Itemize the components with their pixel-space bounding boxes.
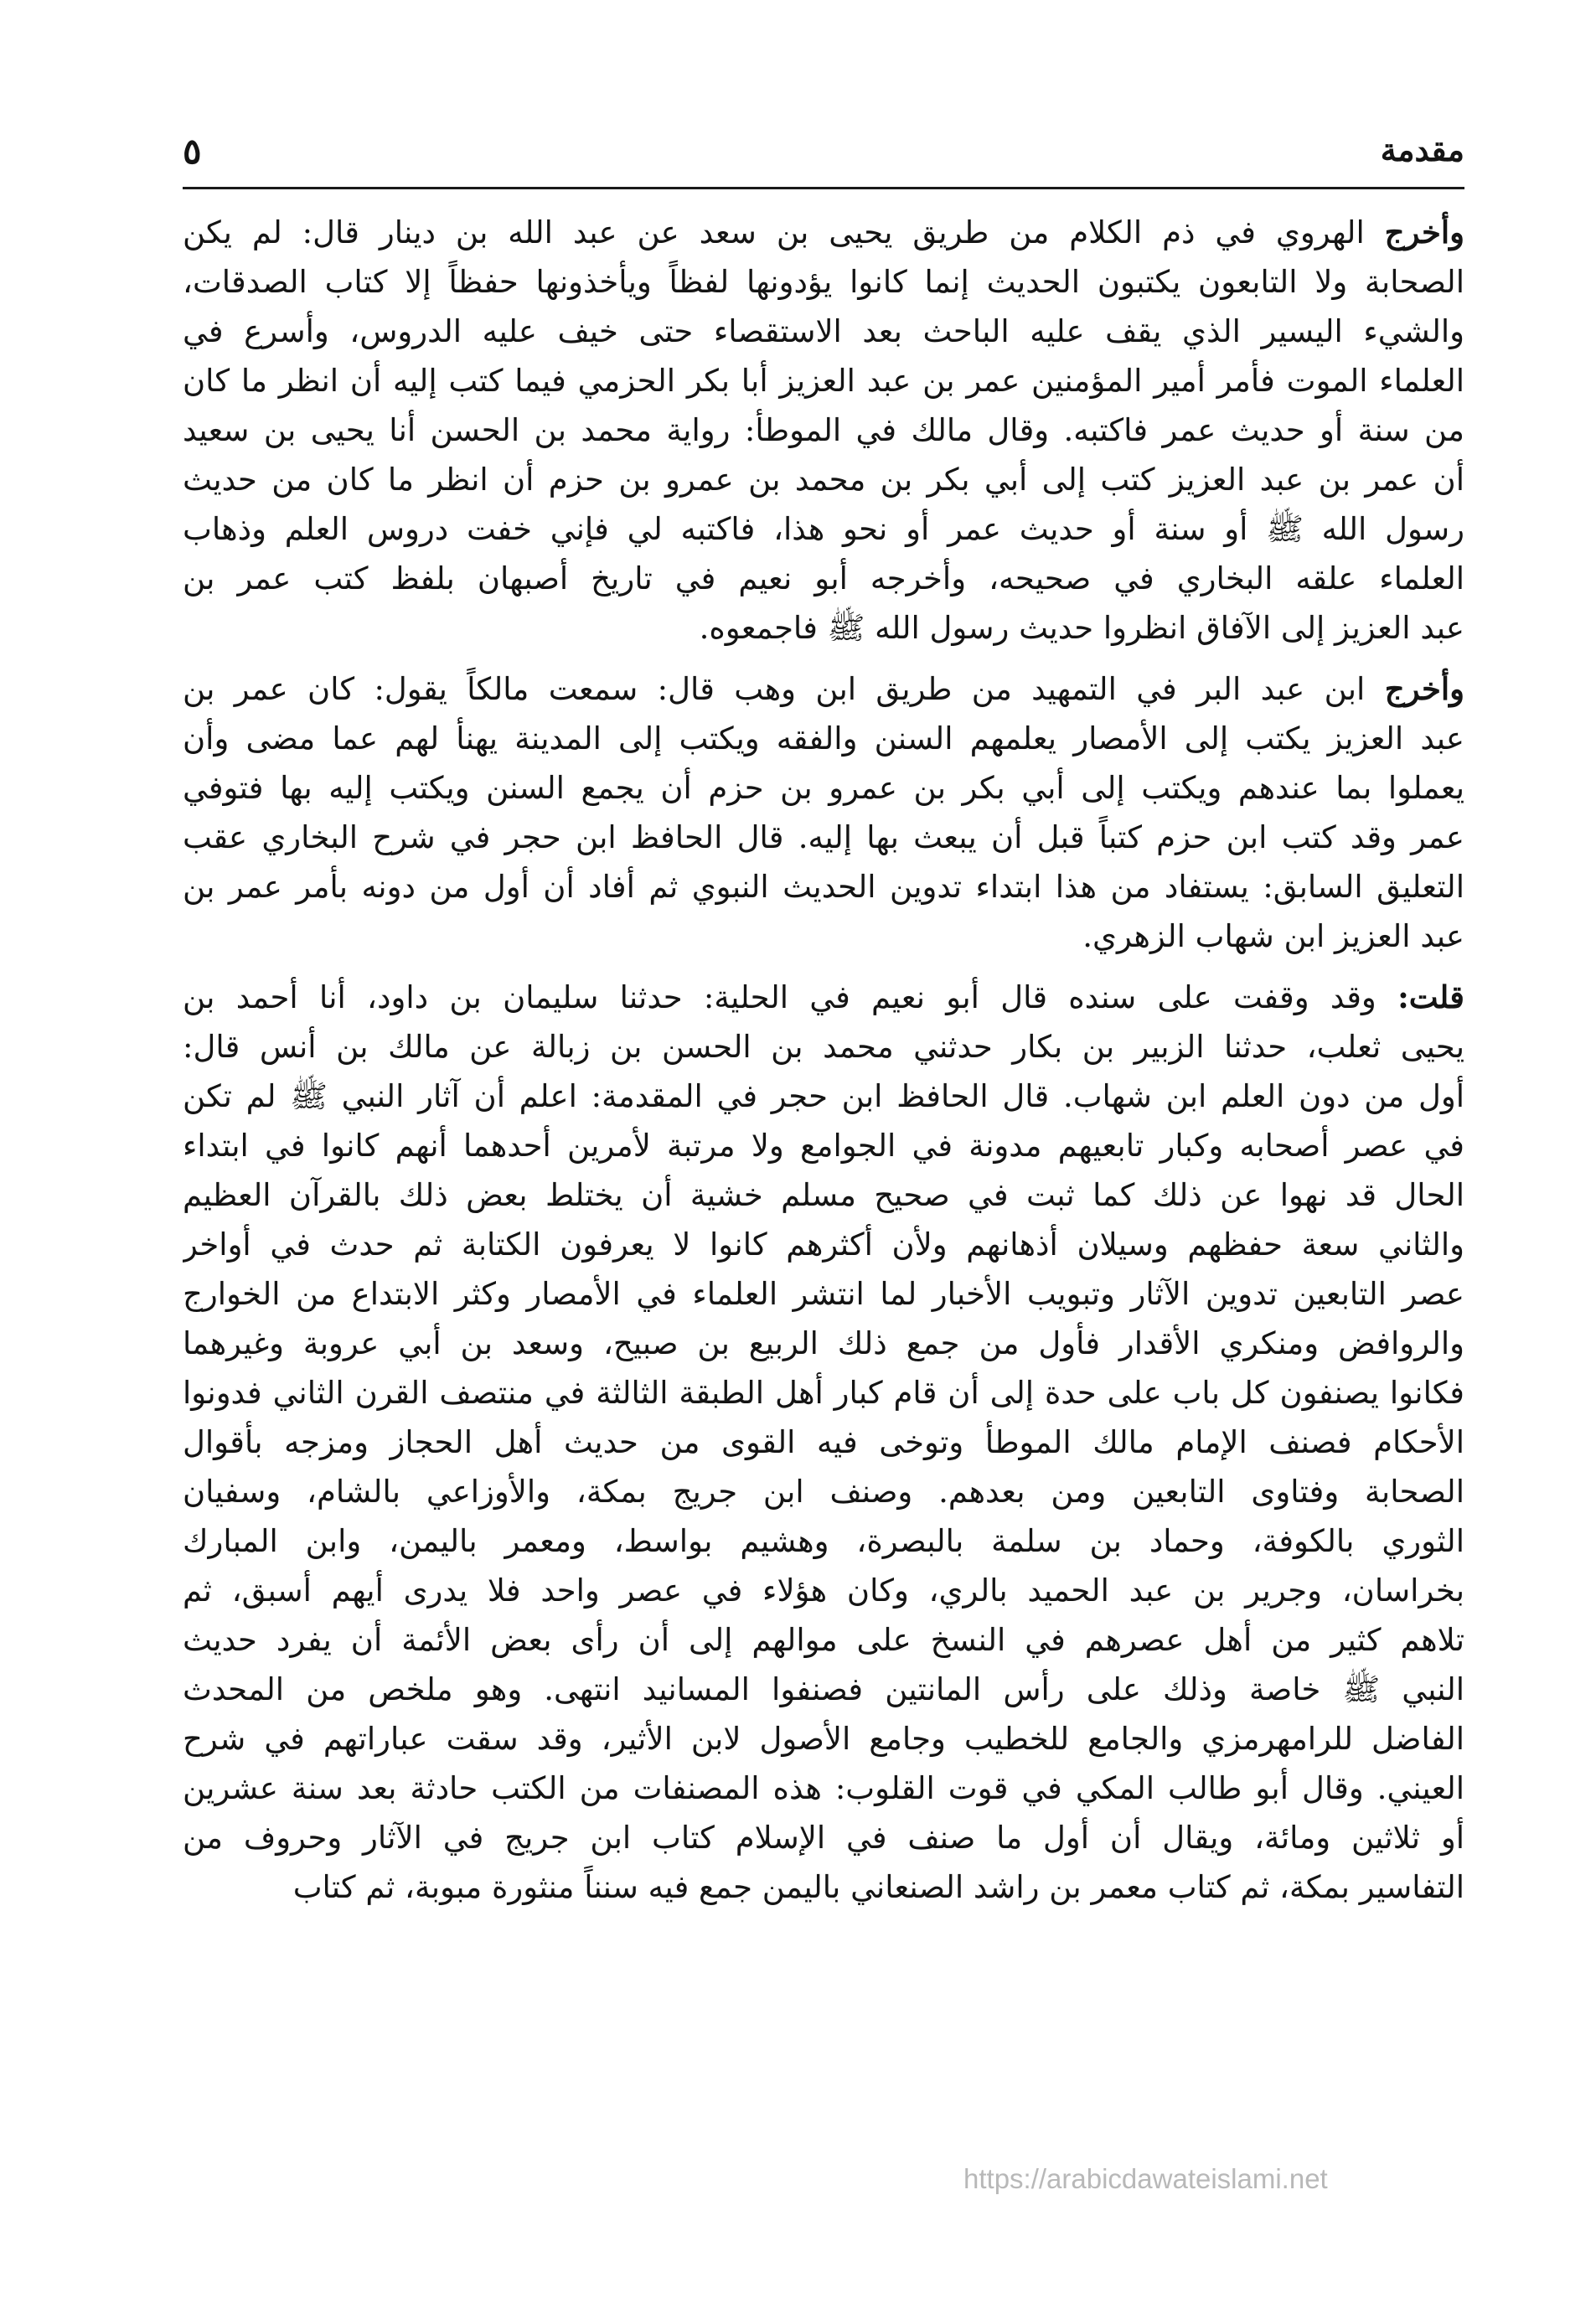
line-text: رسول الله ﷺ أو سنة أو حديث عمر أو نحو هذا، فاكتبه لي فإني خفت دروس العلم وذهاب — [183, 511, 1464, 547]
text-line — [183, 1170, 1464, 1220]
text-line — [183, 1813, 1464, 1862]
line-text: التفاسير بمكة، ثم كتاب معمر بن راشد الصنعاني باليمن جمع فيه سنناً منثورة مبوبة، ثم كتاب — [292, 1869, 1464, 1905]
line-text: من سنة أو حديث عمر فاكتبه. وقال مالك في الموطأ: رواية محمد بن الحسن أنا يحيى بن سعيد — [183, 412, 1464, 448]
header-rule — [183, 187, 1464, 189]
text-line — [183, 455, 1464, 504]
text-line — [183, 664, 1464, 714]
line-text: في عصر أصحابه وكبار تابعيهم مدونة في الجوامع ولا مرتبة لأمرين أحدهما أنهم كانوا في ابتداء — [183, 1128, 1464, 1164]
paragraph — [183, 973, 1464, 1912]
text-line — [183, 973, 1464, 1022]
page-number: ٥ — [183, 131, 202, 172]
line-text: والشيء اليسير الذي يقف عليه الباحث بعد الاستقصاء حتى خيف عليه الدروس، وأسرع في — [183, 313, 1464, 349]
paragraph — [183, 208, 1464, 653]
text-line — [183, 912, 1464, 961]
text-line — [183, 1862, 1464, 1912]
text-line — [183, 356, 1464, 405]
line-text: ابن عبد البر في التمهيد من طريق ابن وهب قال: سمعت مالكاً يقول: كان عمر بن — [183, 671, 1366, 707]
line-text: أول من دون العلم ابن شهاب. قال الحافظ ابن حجر في المقدمة: اعلم أن آثار النبي ﷺ لم تكن — [183, 1078, 1464, 1114]
text-line — [183, 1121, 1464, 1170]
line-text: عصر التابعين تدوين الآثار وتبويب الأخبار لما انتشر العلماء في الأمصار وكثر الابتداع من الخوارج — [183, 1276, 1464, 1312]
line-text: الثوري بالكوفة، وحماد بن سلمة بالبصرة، وهشيم بواسط، ومعمر باليمن، وابن المبارك — [183, 1523, 1464, 1559]
text-line — [183, 1269, 1464, 1319]
text-line — [183, 405, 1464, 455]
paragraph-lead-word: قلت: — [1397, 979, 1464, 1015]
text-line — [183, 504, 1464, 554]
line-text: بخراسان، وجرير بن عبد الحميد بالري، وكان هؤلاء في عصر واحد فلا يدرى أيهم أسبق، ثم — [183, 1573, 1464, 1609]
line-text: وقد وقفت على سنده قال أبو نعيم في الحلية: حدثنا سليمان بن داود، أنا أحمد بن — [183, 979, 1376, 1015]
text-line — [183, 1714, 1464, 1764]
text-line — [183, 1418, 1464, 1467]
text-line — [183, 1368, 1464, 1418]
text-line — [183, 1022, 1464, 1072]
paragraph — [183, 664, 1464, 961]
text-line — [183, 1467, 1464, 1516]
text-line — [183, 1566, 1464, 1615]
body-text — [183, 208, 1464, 1924]
text-line — [183, 208, 1464, 257]
line-text: الصحابة ولا التابعون يكتبون الحديث إنما كانوا يؤدونها لفظاً ويأخذونها حفظاً إلا كتاب الصدقات، — [183, 264, 1464, 300]
line-text: العيني. وقال أبو طالب المكي في قوت القلوب: هذه المصنفات من الكتب حادثة بعد سنة عشرين — [183, 1770, 1464, 1806]
line-text: تلاهم كثير من أهل عصرهم في النسخ على موالهم إلى أن رأى بعض الأئمة أن يفرد حديث — [183, 1622, 1464, 1658]
text-line — [183, 1764, 1464, 1813]
watermark: https://arabicdawateislami.net — [963, 2163, 1328, 2194]
line-text: يحيى ثعلب، حدثنا الزبير بن بكار حدثني محمد بن الحسن بن زبالة عن مالك بن أنس قال: — [183, 1029, 1464, 1065]
line-text: التعليق السابق: يستفاد من هذا ابتداء تدوين الحديث النبوي ثم أفاد أن أول من دونه بأمر عمر بن — [183, 869, 1464, 905]
text-line — [183, 1319, 1464, 1368]
line-text: أو ثلاثين ومائة، ويقال أن أول ما صنف في الإسلام كتاب ابن جريج في الآثار وحروف من — [183, 1820, 1464, 1856]
text-line — [183, 763, 1464, 813]
text-line — [183, 714, 1464, 763]
line-text: والثاني سعة حفظهم وسيلان أذهانهم ولأن أكثرهم كانوا لا يعرفون الكتابة ثم حدث في أواخر — [183, 1227, 1464, 1263]
line-text: العلماء علقه البخاري في صحيحه، وأخرجه أبو نعيم في تاريخ أصبهان بلفظ كتب عمر بن — [183, 560, 1464, 597]
text-line — [183, 307, 1464, 356]
text-line — [183, 1072, 1464, 1121]
line-text: النبي ﷺ خاصة وذلك على رأس المانتين فصنفوا المسانيد انتهى. وهو ملخص من المحدث — [183, 1671, 1464, 1707]
line-text: عبد العزيز إلى الآفاق انظروا حديث رسول الله ﷺ فاجمعوه. — [699, 610, 1464, 646]
line-text: الحال قد نهوا عن ذلك كما ثبت في صحيح مسلم خشية أن يختلط بعض ذلك بالقرآن العظيم — [183, 1177, 1464, 1213]
running-title: مقدمة — [1380, 131, 1464, 168]
text-line — [183, 554, 1464, 603]
line-text: الهروي في ذم الكلام من طريق يحيى بن سعد عن عبد الله بن دينار قال: لم يكن — [183, 214, 1365, 250]
text-line — [183, 862, 1464, 912]
paragraph-lead-word: وأخرج — [1384, 214, 1464, 250]
line-text: فكانوا يصنفون كل باب على حدة إلى أن قام كبار أهل الطبقة الثالثة في منتصف القرن الثاني فدونوا — [183, 1375, 1464, 1411]
line-text: والروافض ومنكري الأقدار فأول من جمع ذلك الربيع بن صبيح، وسعد بن أبي عروبة وغيرهما — [183, 1325, 1464, 1361]
text-line — [183, 603, 1464, 653]
page-header — [183, 124, 1464, 178]
text-line — [183, 1516, 1464, 1566]
line-text: عبد العزيز ابن شهاب الزهري. — [1082, 918, 1464, 954]
line-text: الأحكام فصنف الإمام مالك الموطأ وتوخى فيه القوى من حديث أهل الحجاز ومزجه بأقوال — [183, 1424, 1464, 1460]
text-line — [183, 813, 1464, 862]
line-text: يعملوا بما عندهم ويكتب إلى أبي بكر بن عمرو بن حزم أن يجمع السنن ويكتب إليه بها فتوفي — [183, 770, 1464, 806]
line-text: عبد العزيز يكتب إلى الأمصار يعلمهم السنن والفقه ويكتب إلى المدينة يهنأ لهم عما مضى وأن — [183, 720, 1464, 757]
paragraph-lead-word: وأخرج — [1384, 670, 1464, 707]
line-text: عمر وقد كتب ابن حزم كتباً قبل أن يبعث بها إليه. قال الحافظ ابن حجر في شرح البخاري عقب — [183, 819, 1464, 855]
text-line — [183, 257, 1464, 307]
line-text: الفاضل للرامهرمزي والجامع للخطيب وجامع الأصول لابن الأثير، وقد سقت عباراتهم في شرح — [183, 1721, 1464, 1757]
line-text: العلماء الموت فأمر أمير المؤمنين عمر بن عبد العزيز أبا بكر الحزمي فيما كتب إليه أن انظر ما كان — [183, 363, 1464, 399]
text-line — [183, 1665, 1464, 1714]
text-line — [183, 1220, 1464, 1269]
line-text: أن عمر بن عبد العزيز كتب إلى أبي بكر بن محمد بن عمرو بن حزم أن انظر ما كان من حديث — [183, 462, 1464, 498]
text-line — [183, 1615, 1464, 1665]
line-text: الصحابة وفتاوى التابعين ومن بعدهم. وصنف ابن جريج بمكة، والأوزاعي بالشام، وسفيان — [183, 1474, 1464, 1510]
